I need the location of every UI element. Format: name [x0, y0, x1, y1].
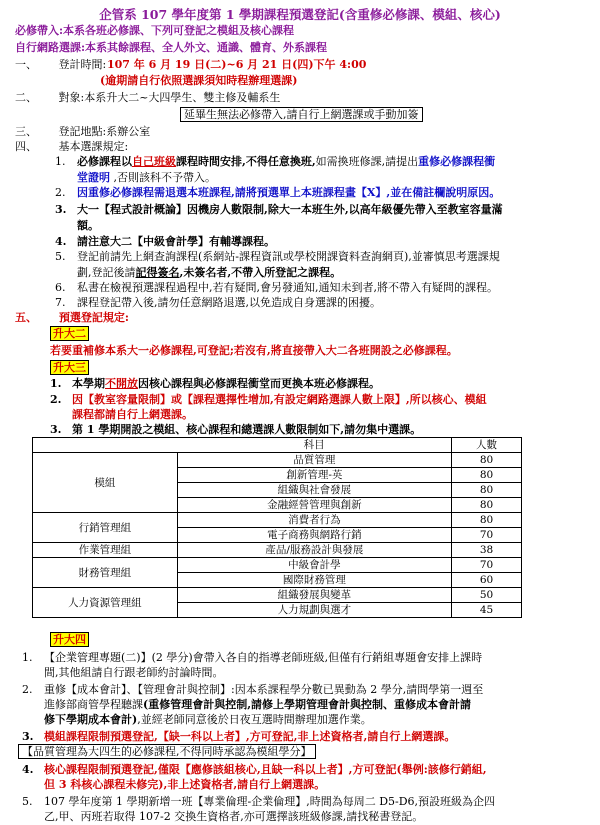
section-heading: 預選登記規定: [58, 311, 129, 324]
grade-4-rule-1: 1. 【企業管理專題(二)】(2 學分)會帶入各自的指導老師班級,但僅有行銷組專題會安排上課時 [22, 651, 483, 664]
rule-5-cont: 劃,登記後請記得簽名,未簽名者,不帶入所登記之課程。 [77, 266, 342, 279]
grade-4-rule-2-cont2: 修下學期成本會計),並經老師同意後於日夜互選時間辦理加選作業。 [44, 713, 372, 726]
course-name: 國際財務管理 [177, 573, 451, 588]
grade-3-rule-3: 3. 第 1 學期開設之模組、核心課程和總選課人數限制如下,請勿集中選課。 [50, 423, 422, 436]
course-name: 組織發展與變革 [177, 588, 451, 603]
registration-time: 107 年 6 月 19 日(二)~6 月 21 日(四)下午 4:00 [107, 58, 367, 71]
table-row [33, 513, 522, 528]
section-number: 四、 [15, 140, 37, 153]
section-2 [15, 91, 280, 106]
section-number: 三、 [15, 125, 37, 138]
course-name: 創新管理-英 [177, 468, 451, 483]
table-row [33, 453, 522, 468]
group-name: 模組 [33, 453, 178, 513]
boxed-note: 延畢生無法必修帶入,請自行上網選課或手動加簽 [180, 108, 423, 123]
section-number: 一、 [15, 58, 37, 71]
group-name: 人力資源管理組 [33, 588, 178, 618]
group-name: 作業管理組 [33, 543, 178, 558]
course-name: 電子商務與網路行銷 [177, 528, 451, 543]
course-limit: 70 [452, 558, 522, 573]
course-name: 金融經營管理與創新 [177, 498, 451, 513]
target-students: 對象:本系升大二~大四學生、雙主修及輔系生 [58, 91, 281, 104]
rule-3: 3. 大一【程式設計概論】因機房人數限制,除大一本班生外,以高年級優先帶入至教室容量滿 [55, 203, 503, 216]
table-row [33, 588, 522, 603]
table-header-row [33, 438, 522, 453]
grade-4-boxed-note: 【品質管理為大四生的必修課程,不得同時承認為模組學分】 [18, 745, 316, 760]
course-limit: 60 [452, 573, 522, 588]
course-limit: 80 [452, 513, 522, 528]
section-number: 二、 [15, 91, 37, 104]
note-self-selection: 自行網路選課:本系其餘課程、全人外文、通識、體育、外系課程 [15, 41, 328, 54]
grade-4-rule-2: 2. 重修【成本會計】、【管理會計與控制】:因本系課程學分數已異動為 2 學分,請問學第一週至 [22, 683, 484, 696]
rule-1-cont: 堂證明 ,否則該科不予帶入。 [77, 171, 216, 184]
table-row [33, 543, 522, 558]
header-count: 人數 [452, 438, 522, 453]
grade-2-rule: 若要重補修本系大一必修課程,可登記;若沒有,將直接帶入大二各班開設之必修課程。 [50, 344, 458, 357]
rule-4: 4. 請注意大二【中級會計學】有輔導課程。 [55, 235, 275, 248]
location: 登記地點:系辦公室 [58, 125, 151, 138]
grade-3-rule-1: 1. 本學期不開放因核心課程與必修課程衝堂而更換本班必修課程。 [50, 377, 380, 390]
course-limit: 70 [452, 528, 522, 543]
course-name: 人力規劃與選才 [177, 603, 451, 618]
group-name: 財務管理組 [33, 558, 178, 588]
table-row [33, 558, 522, 573]
section-3 [15, 125, 150, 140]
rule-7: 7. 課程登記帶入後,請勿任意網路退選,以免造成自身選課的困擾。 [55, 296, 381, 309]
section-4 [15, 140, 128, 155]
rule-5: 5. 登記前請先上網查詢課程(系網站-課程資訊或學校開課資料查詢網頁),並審慎思考選課規 [55, 250, 500, 263]
grade-4-rule-1-cont: 間,其他組請自行跟老師約討論時間。 [44, 666, 224, 679]
course-limit-table [32, 437, 522, 618]
section-heading: 基本選課規定: [58, 140, 129, 153]
header-course: 科目 [177, 438, 451, 453]
course-limit: 80 [452, 468, 522, 483]
note-required-courses: 必修帶入:本系各班必修課、下列可登記之模組及核心課程 [15, 24, 295, 37]
section-5 [15, 311, 129, 326]
section-1 [15, 58, 366, 73]
rule-6: 6. 私書在檢視預選課程過程中,若有疑問,會另發通知,通知未到者,將不帶入有疑問的課程。 [55, 281, 498, 294]
grade-4-rule-2-cont: 進修部商管學程聽課(重修管理會計與控制,請修上學期管理會計與控制、重修成本會計請 [44, 698, 472, 711]
course-limit: 38 [452, 543, 522, 558]
rule-1: 1. 必修課程以自己班級課程時間安排,不得任意換班,如需換班修課,請提出重修必修課程衝 [55, 155, 496, 168]
course-limit: 50 [452, 588, 522, 603]
course-limit: 80 [452, 483, 522, 498]
course-name: 組織與社會發展 [177, 483, 451, 498]
course-limit: 80 [452, 453, 522, 468]
course-name: 產品/服務設計與發展 [177, 543, 451, 558]
grade-4-rule-4: 4. 核心課程限制預選登記,僅限【應修該組核心,且缺一科以上者】,方可登記(舉例:該修行銷組, [22, 763, 487, 776]
grade-2-tag: 升大二 [50, 327, 89, 342]
course-name: 中級會計學 [177, 558, 451, 573]
grade-4-rule-3: 3. 模組課程限制預選登記,【缺一科以上者】,方可登記,非上述資格者,請自行上網選課。 [22, 730, 456, 743]
course-limit: 45 [452, 603, 522, 618]
deadline-note: (逾期請自行依照選課須知時程辦理選課) [100, 74, 298, 87]
grade-4-rule-5-cont: 乙,甲、丙班若取得 107-2 交換生資格者,亦可選擇該班級修課,請找秘書登記。 [44, 810, 424, 823]
grade-3-rule-2-cont: 課程都請自行上網選課。 [72, 408, 193, 421]
document-title: 企管系 107 學年度第 1 學期課程預選登記(含重修必修課、模組、核心) [99, 7, 501, 22]
grade-3-rule-2: 2. 因【教室容量限制】或【課程選擇性增加,有設定網路選課人數上限】,所以核心、模組 [50, 393, 487, 406]
grade-4-rule-4-cont: 但 3 科核心課程未修完),非上述資格者,請自行上網選課。 [44, 778, 326, 791]
section-number: 五、 [15, 311, 37, 324]
rule-2: 2. 因重修必修課程需退選本班課程,請將預選單上本班課程畫【X】,並在備註欄說明原因。 [55, 186, 501, 199]
grade-4-tag: 升大四 [50, 633, 89, 648]
time-label: 登計時間: [58, 58, 107, 71]
course-limit: 80 [452, 498, 522, 513]
course-name: 品質管理 [177, 453, 451, 468]
rule-3-cont: 額。 [77, 219, 99, 232]
grade-4-rule-5: 5. 107 學年度第 1 學期新增一班【專業倫理-企業倫理】,時間為每周二 D5-D6,預設班級為企四 [22, 795, 496, 808]
group-name: 行銷管理組 [33, 513, 178, 543]
grade-3-tag: 升大三 [50, 361, 89, 376]
course-name: 消費者行為 [177, 513, 451, 528]
